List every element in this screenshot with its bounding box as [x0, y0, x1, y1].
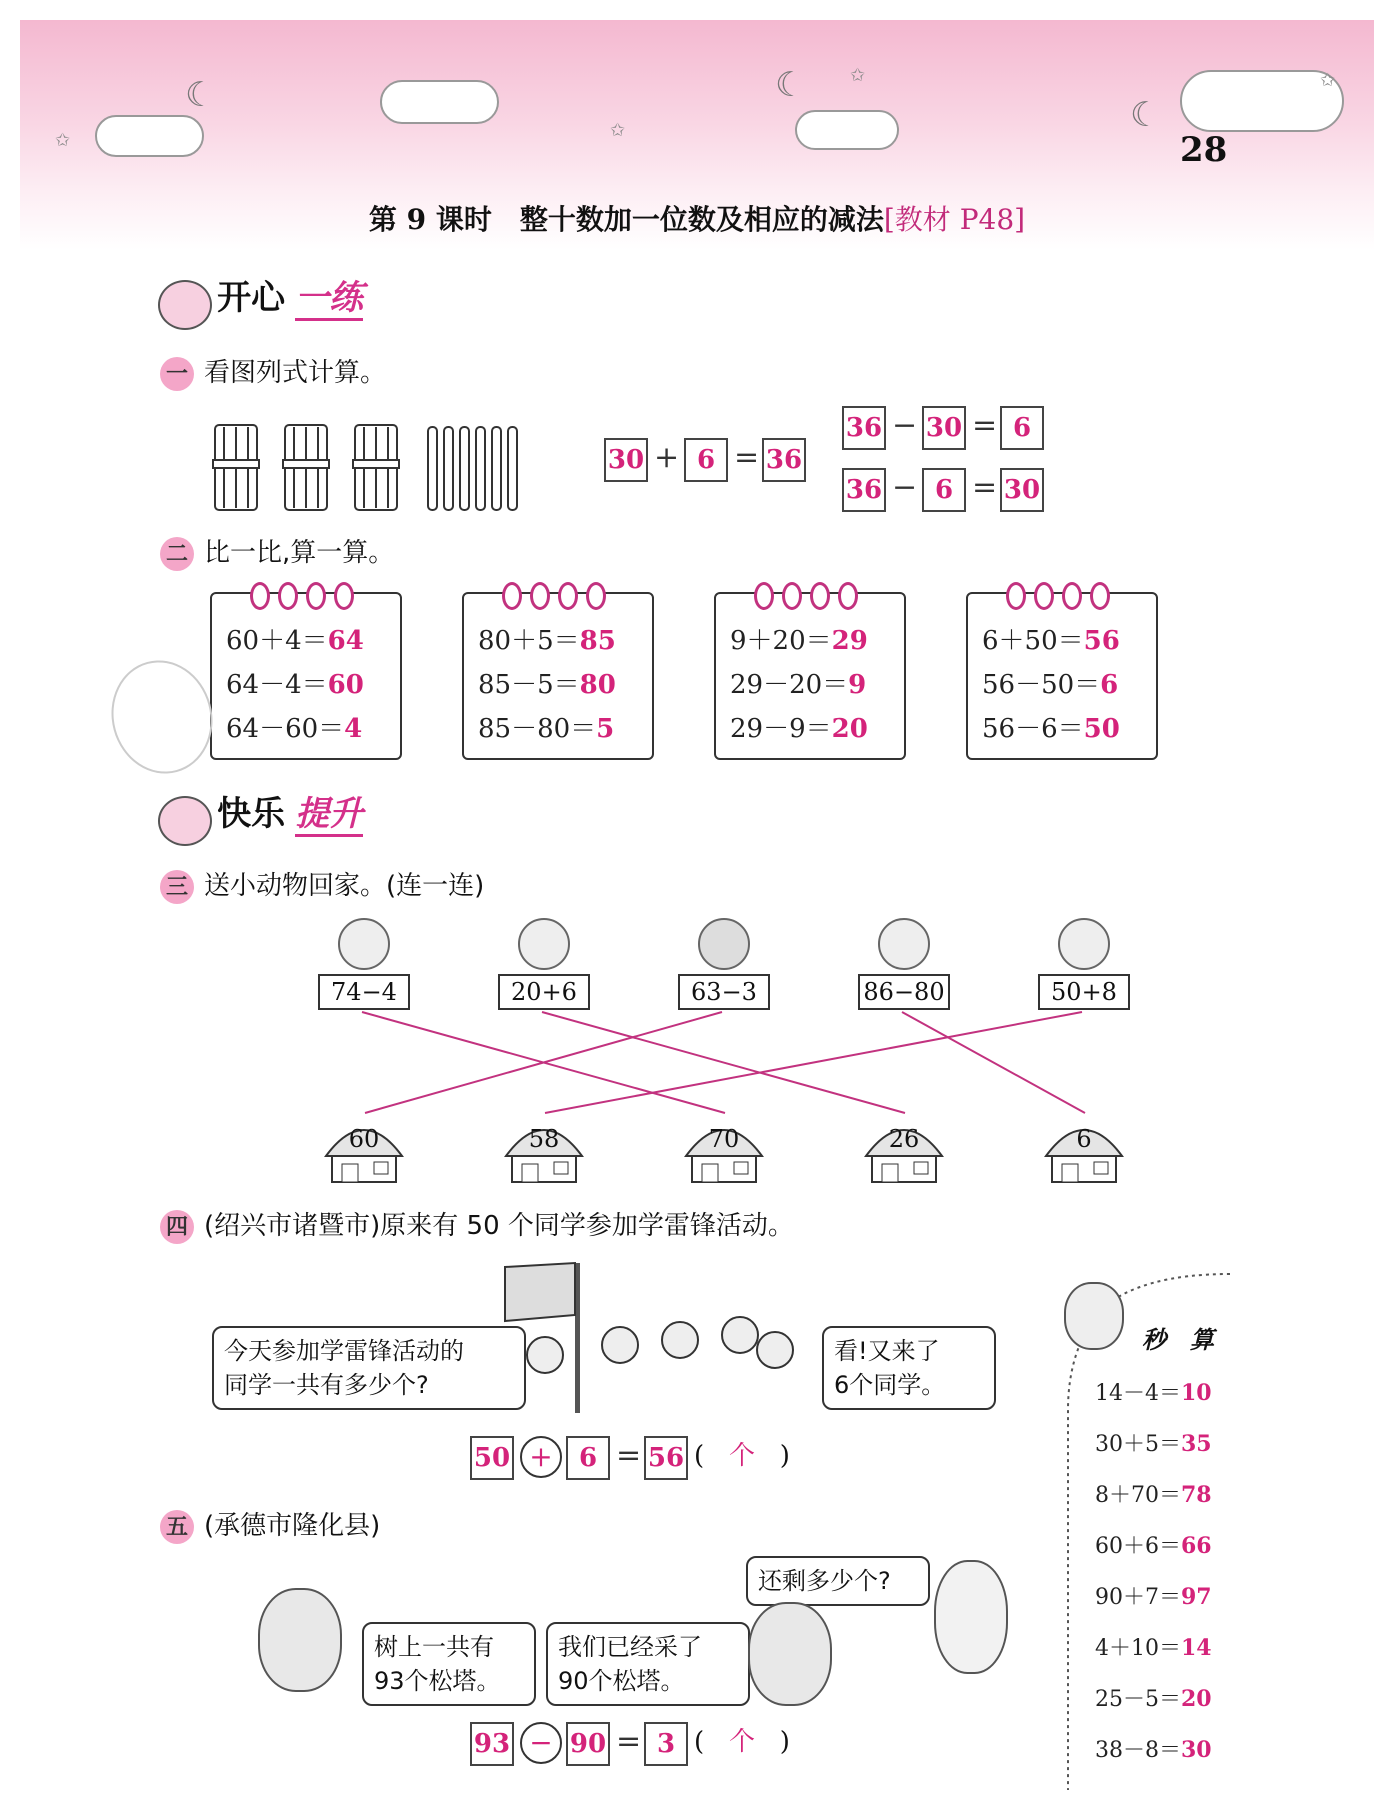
calc-line: 80＋5＝85 [478, 626, 616, 656]
question-text: 比一比,算一算。 [204, 538, 395, 568]
quick-calc-item: 8＋70＝78 [1095, 1482, 1212, 1508]
animal-expression[interactable]: 20+6 [498, 974, 590, 1010]
quick-calc-item: 30＋5＝35 [1095, 1431, 1212, 1457]
equals-sign: = [616, 1438, 642, 1473]
match-line [542, 1012, 905, 1113]
child-icon [527, 1337, 563, 1373]
animal-expression[interactable]: 50+8 [1038, 974, 1130, 1010]
calc-answer[interactable]: 85 [579, 626, 616, 656]
star-icon: ✩ [850, 65, 866, 86]
section-label: 开心 [217, 278, 286, 318]
operator-circle[interactable]: + [520, 1436, 562, 1478]
speech-bubble: 还剩多少个? [746, 1556, 930, 1606]
house-number: 60 [348, 1125, 380, 1153]
answer-box[interactable]: 30 [604, 438, 648, 482]
question-text: 看图列式计算。 [204, 358, 387, 388]
star-icon: ✩ [610, 120, 626, 141]
moon-icon: ☾ [185, 75, 216, 115]
quick-calc-item: 4＋10＝14 [1095, 1635, 1212, 1661]
answer-box[interactable]: 36 [842, 468, 886, 512]
lesson-title-main: 第 9 课时 整十数加一位数及相应的减法 [368, 203, 884, 236]
calc-answer[interactable]: 80 [579, 670, 616, 700]
unit-answer[interactable]: 个 [728, 1441, 755, 1471]
calc-line: 85－80＝5 [478, 714, 615, 744]
calc-answer[interactable]: 20 [831, 714, 868, 744]
calc-line: 56－50＝6 [982, 670, 1119, 700]
section-label-accent: 提升 [295, 794, 363, 837]
answer-box[interactable]: 6 [922, 468, 966, 512]
answer-box[interactable]: 93 [470, 1722, 514, 1766]
quick-calc-item: 25－5＝20 [1095, 1686, 1212, 1712]
quick-calc-answer[interactable]: 66 [1181, 1533, 1212, 1559]
calc-answer[interactable]: 4 [344, 714, 363, 744]
quick-calc-item: 14－4＝10 [1095, 1380, 1212, 1406]
quick-calc-answer[interactable]: 14 [1181, 1635, 1212, 1661]
squirrel-icon [258, 1588, 342, 1692]
answer-box[interactable]: 90 [566, 1722, 610, 1766]
question-number: 五 [160, 1510, 194, 1544]
calc-answer[interactable]: 5 [596, 714, 615, 744]
question-4 [160, 1205, 794, 1244]
child-icon [602, 1327, 638, 1363]
answer-box[interactable]: 36 [762, 438, 806, 482]
question-text: (绍兴市诸暨市)原来有 50 个同学参加学雷锋活动。 [204, 1211, 794, 1241]
speech-bubble: 今天参加学雷锋活动的 同学一共有多少个? [212, 1326, 526, 1410]
quick-calc-item: 90＋7＝97 [1095, 1584, 1212, 1610]
question-text: 送小动物回家。(连一连) [204, 871, 485, 901]
quick-calc-title: 秒 算 [1142, 1325, 1214, 1354]
calc-line: 85－5＝80 [478, 670, 616, 700]
equals-sign: = [616, 1724, 642, 1759]
calc-answer[interactable]: 56 [1083, 626, 1120, 656]
answer-box[interactable]: 6 [566, 1436, 610, 1480]
unit-answer[interactable]: 个 [728, 1727, 755, 1757]
calc-line: 64－4＝60 [226, 670, 364, 700]
answer-box[interactable]: 6 [1000, 406, 1044, 450]
question-number: 一 [160, 357, 194, 391]
child-icon [662, 1322, 698, 1358]
equals-sign: = [972, 470, 998, 505]
question-5 [160, 1505, 380, 1544]
unit-label: ( 个 ) [694, 1441, 790, 1471]
moon-icon: ☾ [775, 65, 806, 105]
calc-answer[interactable]: 29 [831, 626, 868, 656]
animal-expression[interactable]: 74−4 [318, 974, 410, 1010]
calc-answer[interactable]: 50 [1083, 714, 1120, 744]
operator-circle[interactable]: − [520, 1722, 562, 1764]
answer-box[interactable]: 50 [470, 1436, 514, 1480]
section-label: 快乐 [217, 794, 286, 834]
equals-sign: = [734, 440, 760, 475]
animal-expression[interactable]: 86−80 [858, 974, 950, 1010]
house-number: 6 [1076, 1125, 1092, 1153]
moon-icon: ☾ [1130, 95, 1161, 135]
speech-bubble: 我们已经采了 90个松塔。 [546, 1622, 750, 1706]
quick-calc-answer[interactable]: 97 [1181, 1584, 1212, 1610]
calc-line: 56－6＝50 [982, 714, 1120, 744]
speech-bubble: 看!又来了 6个同学。 [822, 1326, 996, 1410]
house-number: 26 [888, 1125, 920, 1153]
calc-line: 60＋4＝64 [226, 626, 364, 656]
quick-calc-answer[interactable]: 35 [1181, 1431, 1212, 1457]
answer-box[interactable]: 30 [922, 406, 966, 450]
quick-calc-item: 60＋6＝66 [1095, 1533, 1212, 1559]
answer-box[interactable]: 56 [644, 1436, 688, 1480]
page-number: 28 [1180, 130, 1228, 170]
calc-answer[interactable]: 60 [327, 670, 364, 700]
quick-calc-answer[interactable]: 78 [1181, 1482, 1212, 1508]
child-icon [757, 1332, 793, 1368]
operator: + [654, 440, 680, 475]
star-icon: ✩ [55, 130, 71, 151]
calc-line: 29－20＝9 [730, 670, 867, 700]
match-line [545, 1012, 1082, 1113]
question-number: 二 [160, 537, 194, 571]
answer-box[interactable]: 30 [1000, 468, 1044, 512]
calc-answer[interactable]: 6 [1100, 670, 1119, 700]
equals-sign: = [972, 408, 998, 443]
calc-line: 29－9＝20 [730, 714, 868, 744]
question-number: 四 [160, 1210, 194, 1244]
girl-icon [934, 1560, 1008, 1674]
quick-calc-answer[interactable]: 10 [1181, 1380, 1212, 1406]
answer-box[interactable]: 3 [644, 1722, 688, 1766]
question-text: (承德市隆化县) [204, 1511, 381, 1541]
answer-box[interactable]: 36 [842, 406, 886, 450]
calc-answer[interactable]: 64 [327, 626, 364, 656]
match-line [902, 1012, 1085, 1113]
house-number: 58 [528, 1125, 560, 1153]
child-icon [722, 1317, 758, 1353]
squirrel-icon [748, 1602, 832, 1706]
quick-calc-answer[interactable]: 30 [1181, 1737, 1212, 1763]
house-number: 70 [708, 1125, 740, 1153]
calc-line: 64－60＝4 [226, 714, 363, 744]
calc-answer[interactable]: 9 [848, 670, 867, 700]
operator: − [892, 408, 918, 443]
unit-label: ( 个 ) [694, 1727, 790, 1757]
star-icon: ✩ [1320, 70, 1336, 91]
children-flag-illustration [475, 1255, 815, 1415]
operator: − [892, 470, 918, 505]
textbook-ref: [教材 P48] [883, 203, 1026, 236]
quick-calc-answer[interactable]: 20 [1181, 1686, 1212, 1712]
calc-line: 6＋50＝56 [982, 626, 1120, 656]
speech-bubble: 树上一共有 93个松塔。 [362, 1622, 536, 1706]
answer-box[interactable]: 6 [684, 438, 728, 482]
calc-line: 9＋20＝29 [730, 626, 868, 656]
question-number: 三 [160, 870, 194, 904]
animal-expression[interactable]: 63−3 [678, 974, 770, 1010]
rabbit-icon [1064, 1282, 1124, 1350]
quick-calc-item: 38－8＝30 [1095, 1737, 1212, 1763]
section-label-accent: 一练 [295, 278, 363, 321]
